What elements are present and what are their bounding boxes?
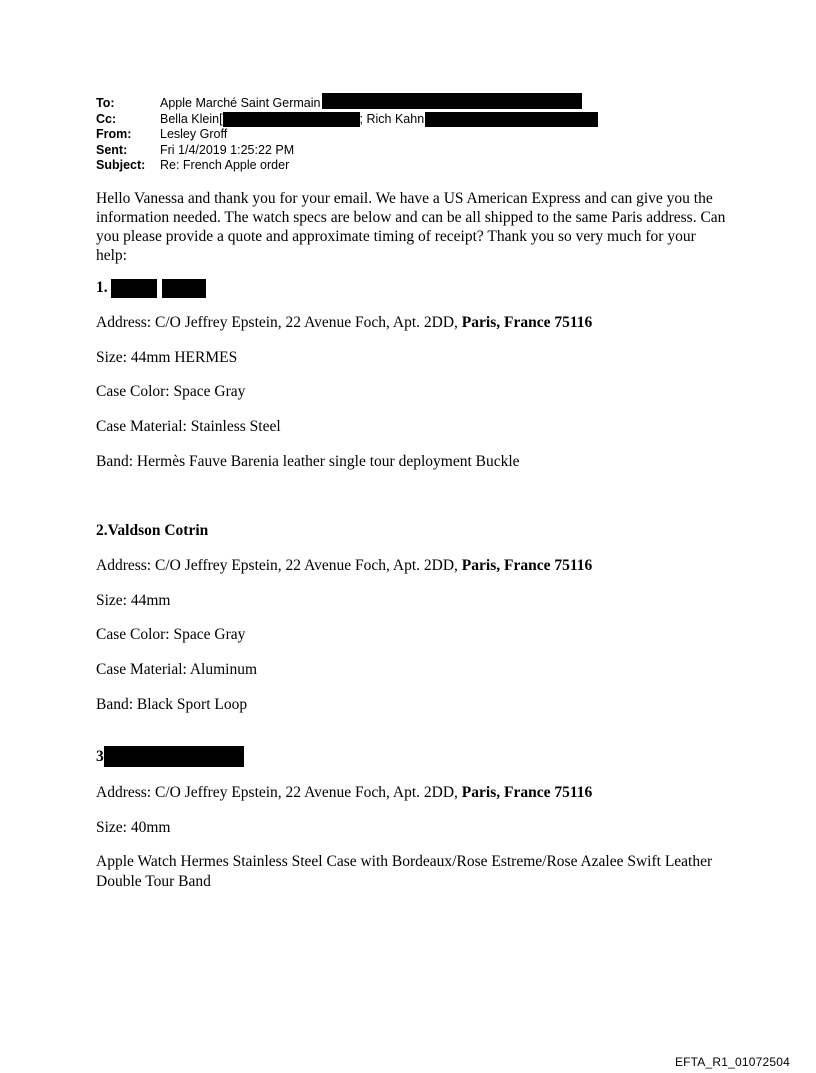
address-text: Address: C/O Jeffrey Epstein, 22 Avenue Foch, Apt. 2DD, — [96, 557, 462, 574]
subject-value: Re: French Apple order — [160, 158, 290, 172]
sent-row — [96, 143, 598, 159]
item-1-case-material: Case Material: Stainless Steel — [96, 418, 281, 435]
to-label: To: — [96, 96, 115, 110]
address-city: Paris, France 75116 — [461, 784, 593, 801]
cc-recipient-2: ; Rich Kahn — [359, 111, 425, 126]
item-3-address — [96, 783, 592, 803]
item-1-number: 1. — [96, 279, 108, 296]
redaction-bar — [223, 112, 360, 127]
from-value: Lesley Groff — [160, 127, 228, 141]
item-2-band: Band: Black Sport Loop — [96, 696, 248, 713]
item-3-heading — [96, 746, 244, 767]
from-row — [96, 127, 598, 143]
redaction-bar — [111, 279, 157, 298]
item-1-heading — [96, 278, 206, 298]
subject-row — [96, 158, 598, 174]
to-value — [160, 96, 582, 112]
item-1-size: Size: 44mm HERMES — [96, 349, 238, 366]
redaction-bar — [162, 279, 206, 298]
item-3-number: 3 — [96, 747, 104, 765]
email-header — [96, 96, 598, 174]
item-2-size: Size: 44mm — [96, 592, 171, 609]
document-id: EFTA_R1_01072504 — [674, 1055, 790, 1069]
redaction-bar — [322, 93, 582, 109]
cc-recipient-1: Bella Klein[ — [160, 111, 223, 126]
address-text: Address: C/O Jeffrey Epstein, 22 Avenue Foch, Apt. 2DD, — [96, 314, 462, 331]
item-1-address — [96, 313, 592, 333]
sent-value: Fri 1/4/2019 1:25:22 PM — [160, 142, 295, 157]
item-1-band: Band: Hermès Fauve Barenia leather single tour deployment Buckle — [96, 453, 520, 470]
from-label: From: — [96, 127, 132, 141]
address-city: Paris, France 75116 — [461, 557, 593, 574]
item-2-case-color: Case Color: Space Gray — [96, 626, 246, 643]
item-2-address — [96, 556, 592, 576]
to-recipient: Apple Marché Saint Germain — [160, 96, 321, 110]
to-row — [96, 96, 598, 112]
address-city: Paris, France 75116 — [461, 314, 593, 331]
item-1-case-color: Case Color: Space Gray — [96, 383, 246, 400]
intro-paragraph: Hello Vanessa and thank you for your email. We have a US American Express and can give you the information needed. The watch specs are below and can be all shipped to the same Paris address. Can you please provide a quote and approximate timing of receipt? Thank you so very much for your help: — [96, 190, 726, 264]
item-3-size: Size: 40mm — [96, 819, 171, 836]
item-2-heading: 2.Valdson Cotrin — [96, 522, 209, 539]
cc-value — [160, 112, 598, 128]
redaction-bar — [425, 112, 598, 127]
item-2-case-material: Case Material: Aluminum — [96, 661, 258, 678]
address-text: Address: C/O Jeffrey Epstein, 22 Avenue Foch, Apt. 2DD, — [96, 784, 462, 801]
cc-label: Cc: — [96, 111, 117, 126]
sent-label: Sent: — [96, 142, 128, 157]
item-3-description: Apple Watch Hermes Stainless Steel Case with Bordeaux/Rose Estreme/Rose Azalee Swift Leather Double Tour Band — [96, 853, 713, 890]
subject-label: Subject: — [96, 158, 146, 172]
cc-row — [96, 112, 598, 128]
redaction-bar — [104, 746, 244, 767]
